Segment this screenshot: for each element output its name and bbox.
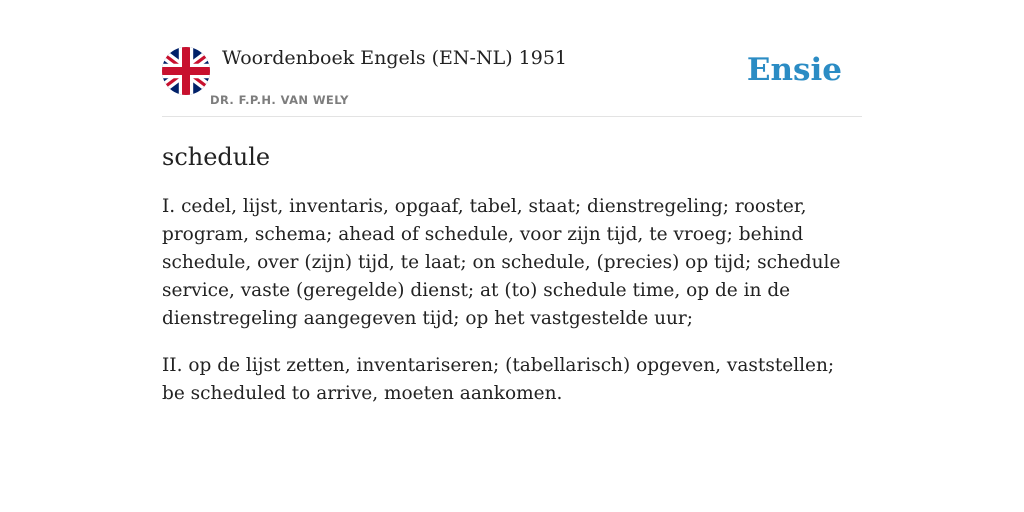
- definition-sense: I. cedel, lijst, inventaris, opgaaf, tabel, staat; dienstregeling; rooster, program, schema; ahead of schedule, voor zijn tijd, te vroeg; behind schedule, over (zijn) tijd, te laat; on schedule, (precies) op tijd; schedule service, vaste (geregelde) dienst; at (to) schedule time, op de in de dienstregeling aangegeven tijd; op het vastgestelde uur;: [162, 196, 841, 329]
- dictionary-header: [162, 0, 862, 117]
- definition-sense: II. op de lijst zetten, inventariseren; (tabellarisch) opgeven, vaststellen; be scheduled to arrive, moeten aankomen.: [162, 355, 835, 404]
- dictionary-title[interactable]: Woordenboek Engels (EN-NL) 1951: [222, 47, 567, 69]
- dictionary-author: DR. F.P.H. VAN WELY: [210, 93, 349, 107]
- ensie-logo-link[interactable]: Ensie: [746, 52, 842, 88]
- entry-definition: [162, 193, 862, 408]
- entry-headword: schedule: [162, 143, 271, 171]
- uk-flag-icon: [162, 47, 210, 95]
- page-container: [162, 0, 862, 427]
